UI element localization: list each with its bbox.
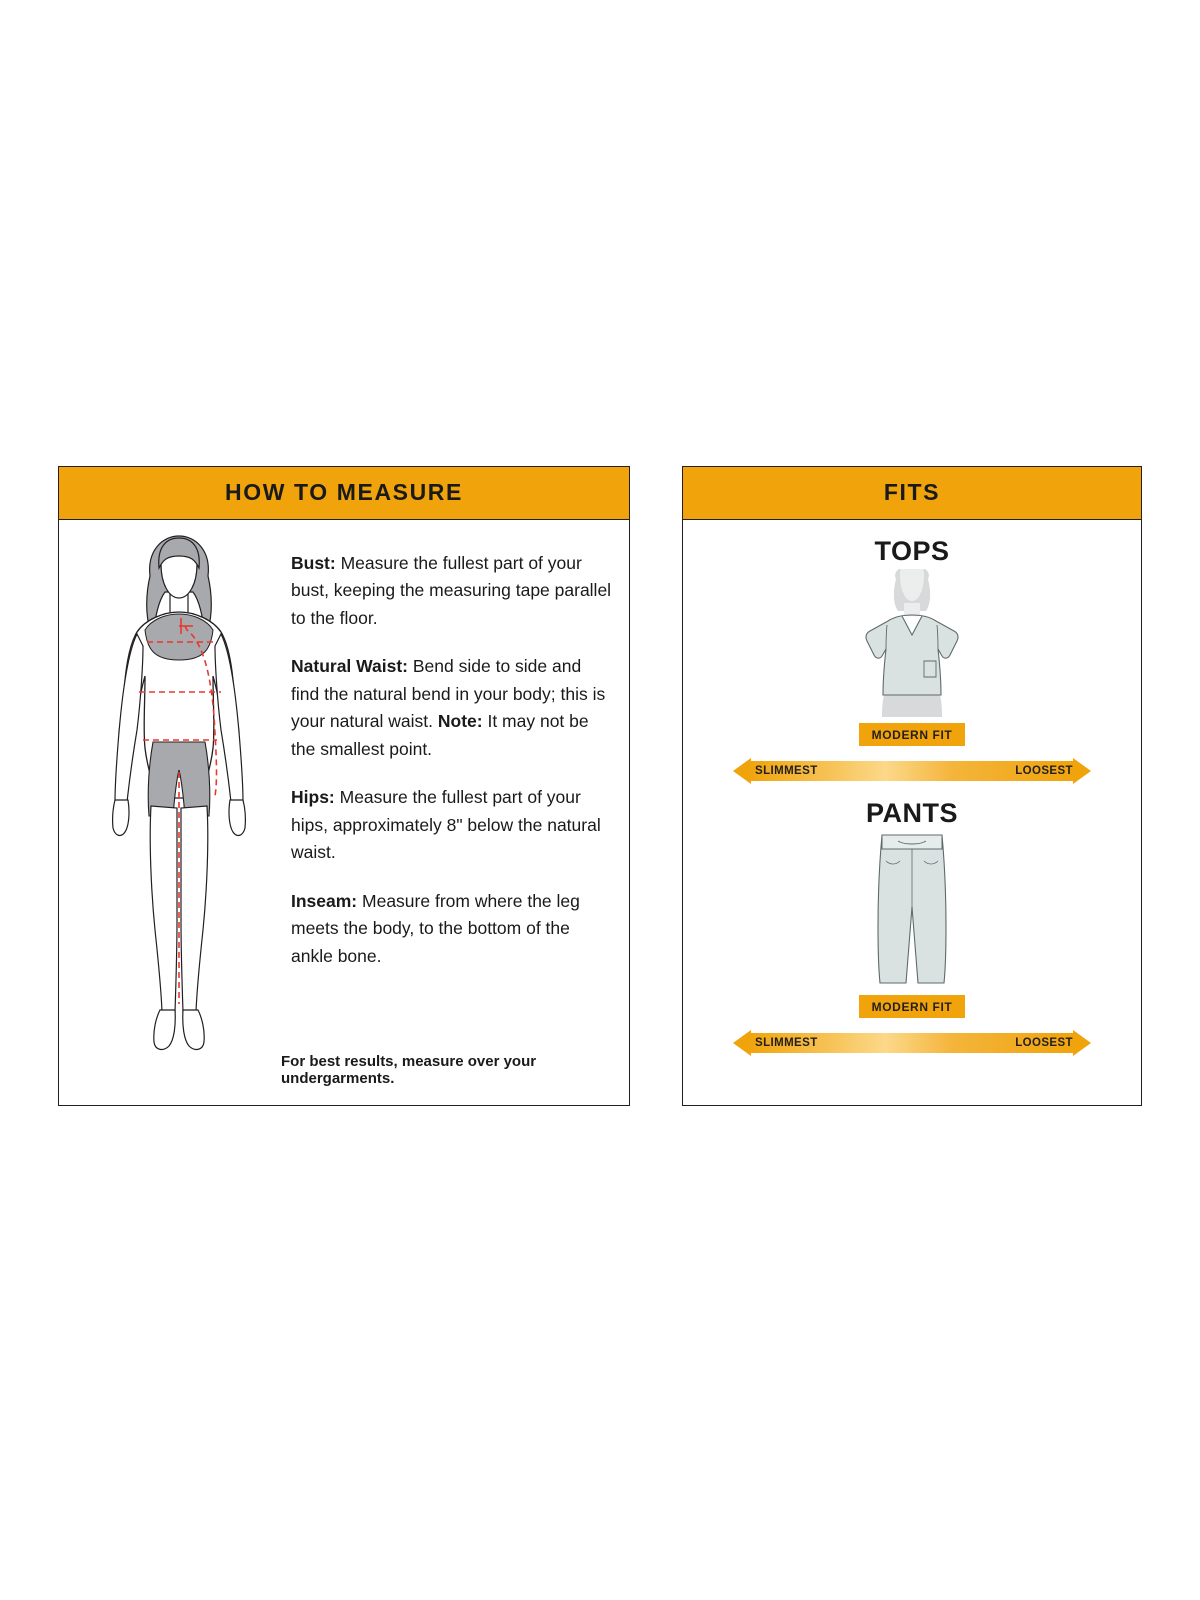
measure-text-inseam: Measure from where the leg meets the body, to the bottom of the ankle bone.	[291, 890, 580, 966]
fits-pants-heading: PANTS	[865, 798, 958, 828]
tops-scale-label-loosest: LOOSEST	[1015, 765, 1073, 777]
pants-fit-scale	[733, 1028, 1091, 1058]
measure-text-note: It may not be the smallest point.	[291, 711, 589, 759]
measure-instructions	[283, 534, 613, 1099]
pants-garment-wrap	[699, 831, 1125, 991]
measure-term-inseam: Inseam:	[291, 890, 358, 911]
fits-title: FITS	[683, 467, 1141, 520]
measure-text-bust: Measure the fullest part of your bust, keeping the measuring tape parallel to the floor.	[291, 553, 612, 628]
tops-fit-scale	[733, 756, 1091, 786]
scrub-top-icon	[832, 569, 992, 719]
measurement-figure	[75, 534, 283, 1099]
measure-item-bust	[291, 550, 613, 632]
fits-section-pants	[699, 798, 1125, 1058]
how-to-measure-body	[59, 520, 629, 1113]
measure-term-bust: Bust:	[291, 553, 336, 573]
fits-panel	[682, 466, 1142, 1106]
pants-scale-label-loosest: LOOSEST	[1015, 1037, 1073, 1049]
measure-term-hips: Hips:	[291, 787, 335, 808]
measure-item-inseam	[291, 888, 613, 970]
measure-item-hips	[291, 784, 613, 866]
measure-text-hips: Measure the fullest part of your hips, approximately 8" below the natural waist.	[291, 787, 601, 863]
fits-section-tops	[699, 536, 1125, 786]
woman-figure-illustration	[75, 534, 283, 1094]
diagram-panels	[0, 466, 1200, 1106]
tops-fit-badge: MODERN FIT	[859, 723, 966, 746]
measure-item-natural-waist	[291, 653, 613, 763]
tops-garment-wrap	[699, 569, 1125, 719]
scrub-pants-icon	[852, 831, 972, 991]
tops-scale-label-slimmest: SLIMMEST	[755, 765, 818, 777]
pants-fit-badge: MODERN FIT	[859, 995, 966, 1018]
measure-term-natural-waist: Natural Waist:	[291, 656, 409, 677]
how-to-measure-title: HOW TO MEASURE	[59, 467, 629, 520]
measure-term-note: Note:	[437, 711, 483, 732]
fits-body	[683, 520, 1141, 1105]
measure-footnote: For best results, measure over your undergarments.	[281, 1053, 537, 1087]
measure-text-natural-waist: Bend side to side and find the natural bend in your body; this is your natural waist.	[291, 656, 606, 732]
how-to-measure-panel	[58, 466, 630, 1106]
pants-scale-label-slimmest: SLIMMEST	[755, 1037, 818, 1049]
fits-tops-heading: TOPS	[874, 536, 950, 566]
